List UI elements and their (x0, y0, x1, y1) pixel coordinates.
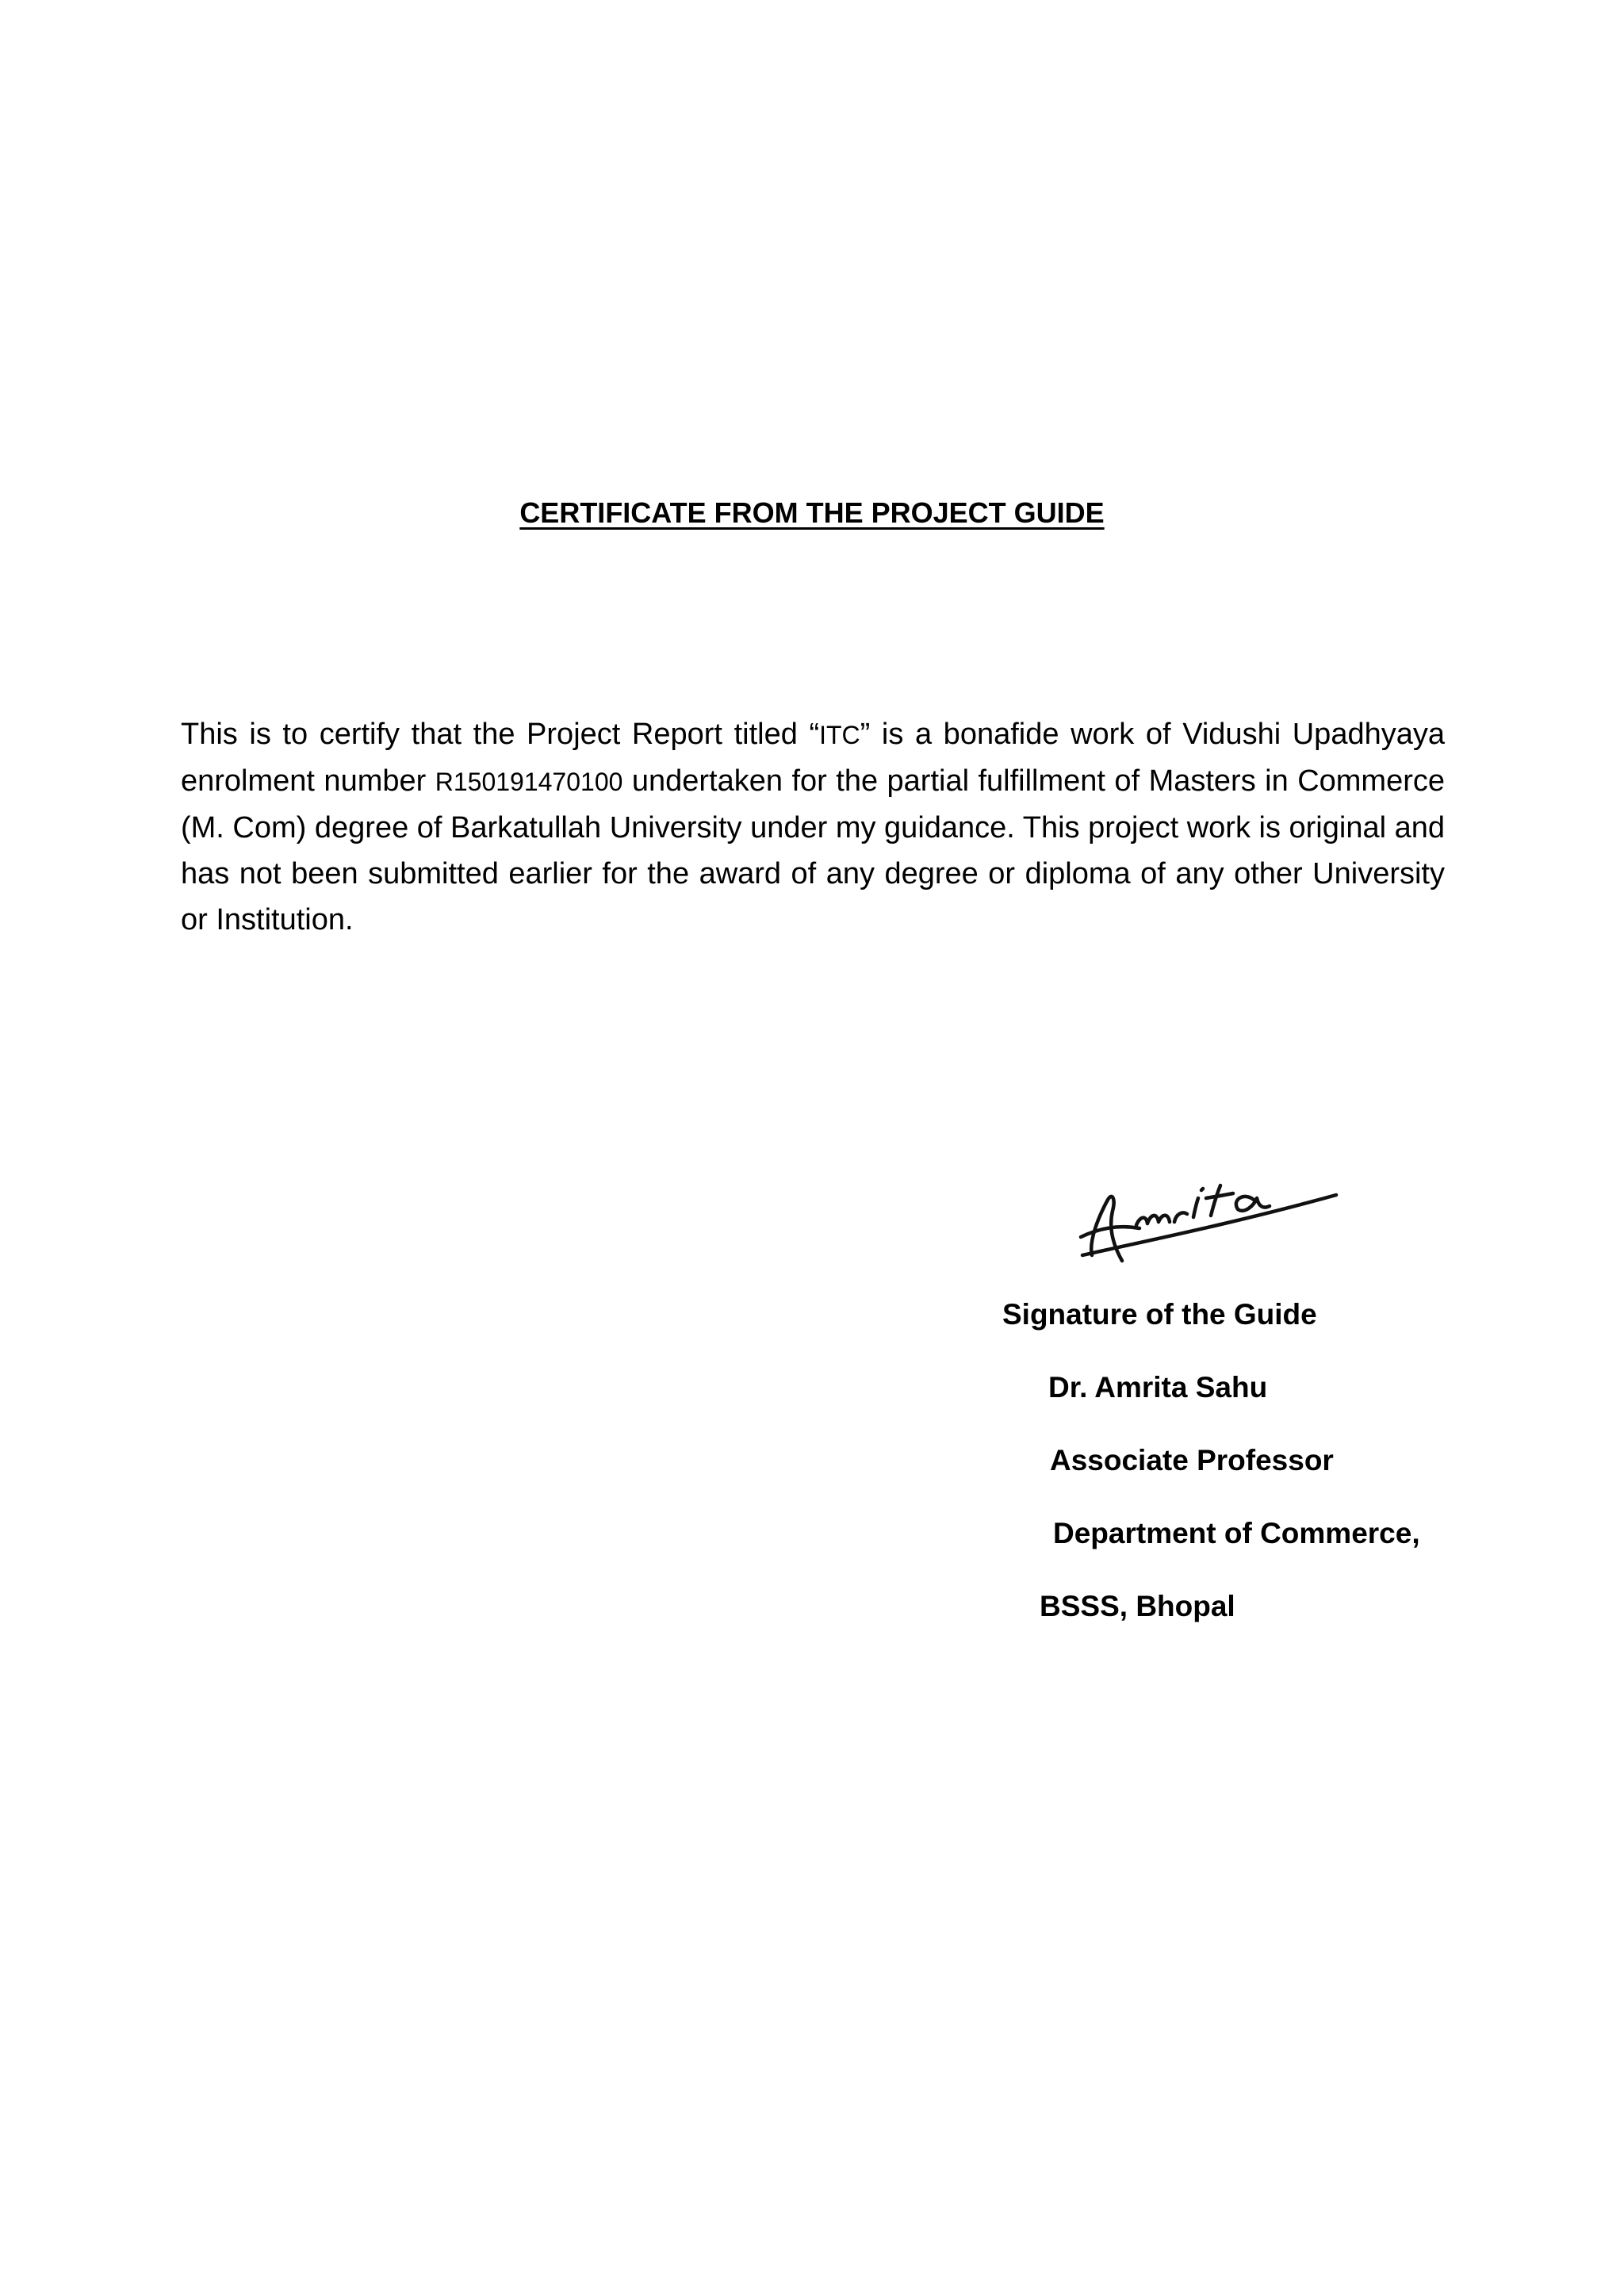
guide-name: Dr. Amrita Sahu (1048, 1371, 1268, 1404)
signature-caption: Signature of the Guide (1002, 1298, 1317, 1331)
page-title: CERTIFICATE FROM THE PROJECT GUIDE (519, 496, 1105, 529)
project-title: ITC (819, 721, 860, 749)
guide-department: Department of Commerce, (1053, 1517, 1420, 1549)
body-text-part-2: ” is a bonafide work of Vidushi Upadhyaya enrolment number (181, 718, 1445, 798)
guide-institution: BSSS, Bhopal (1040, 1590, 1235, 1622)
handwritten-signature (1074, 1162, 1344, 1269)
body-text-part-1: This is to certify that the Project Report titled “ (181, 718, 820, 751)
body-text-part-3: undertaken for the partial fulfillment of Masters in Commerce (M. Com) degree of Barkatullah University under my guidance. This project work is original and has not been submitted earlier for the award of any degree or diploma of any other University or Institution. (181, 764, 1446, 936)
guide-designation: Associate Professor (1050, 1444, 1334, 1476)
enrolment-number: R150191470100 (435, 768, 623, 796)
certificate-body (181, 711, 1445, 943)
